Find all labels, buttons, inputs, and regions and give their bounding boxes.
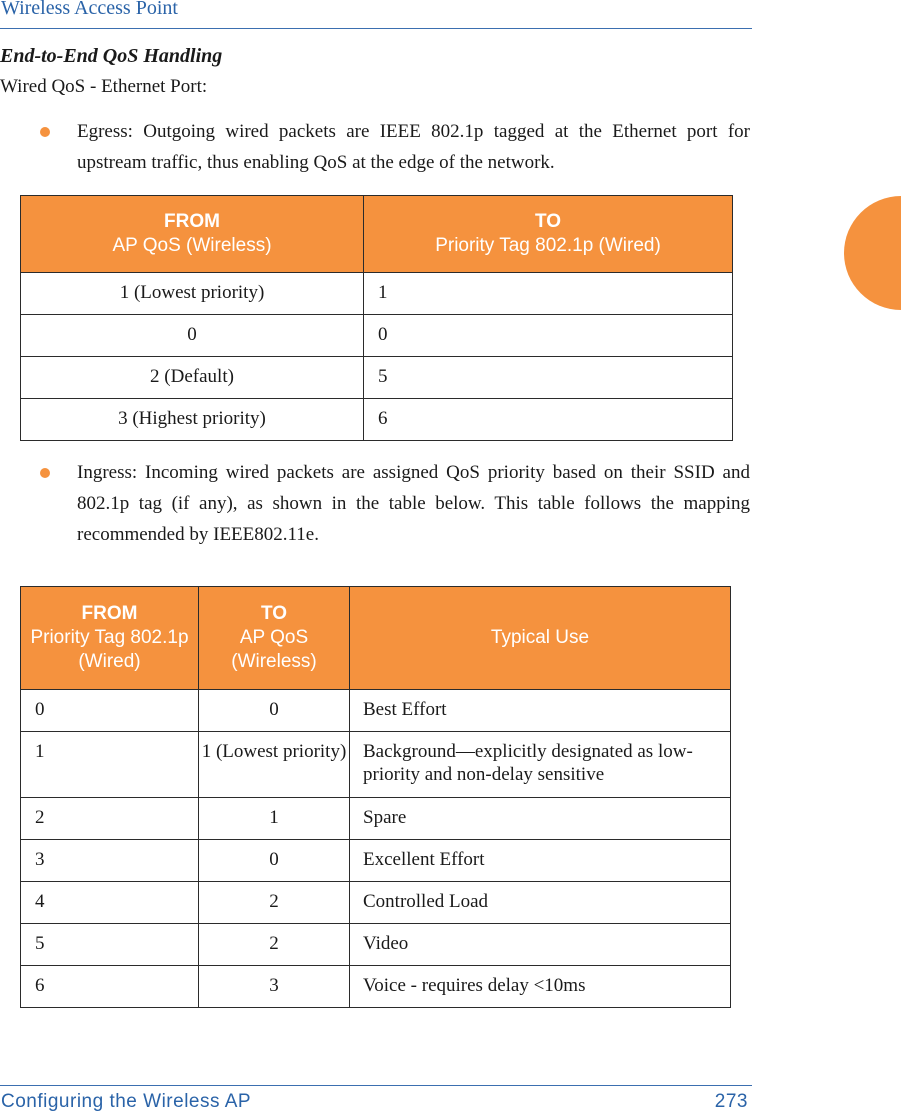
table-header-row (21, 587, 731, 690)
bullet-dot-icon (40, 127, 50, 137)
cell-to: 5 (364, 357, 733, 399)
table-row (21, 357, 733, 399)
header-to: TO Priority Tag 802.1p (Wired) (364, 196, 733, 273)
cell-to: 3 (199, 966, 350, 1008)
table-row (21, 840, 731, 882)
table-row (21, 966, 731, 1008)
cell-from: 0 (21, 315, 364, 357)
header-typical-use: Typical Use (350, 587, 731, 690)
cell-typical-use: Voice - requires delay <10ms (350, 966, 731, 1008)
running-header-title: Wireless Access Point (1, 0, 178, 19)
cell-from: 5 (21, 924, 199, 966)
section-intro: Wired QoS - Ethernet Port: (0, 76, 208, 97)
table-row (21, 798, 731, 840)
bullet-text: Ingress: Incoming wired packets are assigned QoS priority based on their SSID and 802.1p tag (if any), as shown in the table below. This table follows the mapping recommended by IEEE802.11e. (77, 462, 750, 545)
cell-from: 1 (Lowest priority) (21, 273, 364, 315)
chapter-thumb-tab (844, 196, 901, 310)
cell-to: 2 (199, 924, 350, 966)
cell-from: 3 (21, 840, 199, 882)
footer-chapter-title: Configuring the Wireless AP (1, 1091, 252, 1112)
ingress-mapping-table (20, 586, 731, 1008)
cell-typical-use: Spare (350, 798, 731, 840)
cell-from: 2 (21, 798, 199, 840)
cell-typical-use: Background—explicitly designated as low-priority and non-delay sensitive (350, 732, 731, 798)
running-header (0, 0, 752, 29)
footer-page-number: 273 (714, 1091, 748, 1112)
cell-to: 6 (364, 399, 733, 441)
header-from: FROM AP QoS (Wireless) (21, 196, 364, 273)
cell-from: 3 (Highest priority) (21, 399, 364, 441)
cell-to: 1 (364, 273, 733, 315)
cell-to: 1 (199, 798, 350, 840)
header-from: FROM Priority Tag 802.1p (Wired) (21, 587, 199, 690)
table-row (21, 273, 733, 315)
bullet-dot-icon (40, 468, 50, 478)
running-footer (0, 1085, 752, 1114)
section-heading: End-to-End QoS Handling (0, 45, 223, 67)
cell-to: 0 (364, 315, 733, 357)
cell-from: 1 (21, 732, 199, 798)
table-header-row (21, 196, 733, 273)
cell-to: 1 (Lowest priority) (199, 732, 350, 798)
table-row (21, 882, 731, 924)
cell-to: 0 (199, 690, 350, 732)
bullet-text: Egress: Outgoing wired packets are IEEE 802.1p tagged at the Ethernet port for upstream traffic, thus enabling QoS at the edge of the network. (77, 121, 750, 173)
cell-from: 4 (21, 882, 199, 924)
table-row (21, 924, 731, 966)
table-row (21, 732, 731, 798)
cell-from: 0 (21, 690, 199, 732)
cell-to: 0 (199, 840, 350, 882)
cell-from: 6 (21, 966, 199, 1008)
cell-from: 2 (Default) (21, 357, 364, 399)
header-to: TO AP QoS (Wireless) (199, 587, 350, 690)
cell-typical-use: Controlled Load (350, 882, 731, 924)
cell-typical-use: Video (350, 924, 731, 966)
table-row (21, 315, 733, 357)
cell-typical-use: Best Effort (350, 690, 731, 732)
cell-typical-use: Excellent Effort (350, 840, 731, 882)
cell-to: 2 (199, 882, 350, 924)
table-row (21, 690, 731, 732)
table-row (21, 399, 733, 441)
egress-mapping-table (20, 195, 733, 441)
